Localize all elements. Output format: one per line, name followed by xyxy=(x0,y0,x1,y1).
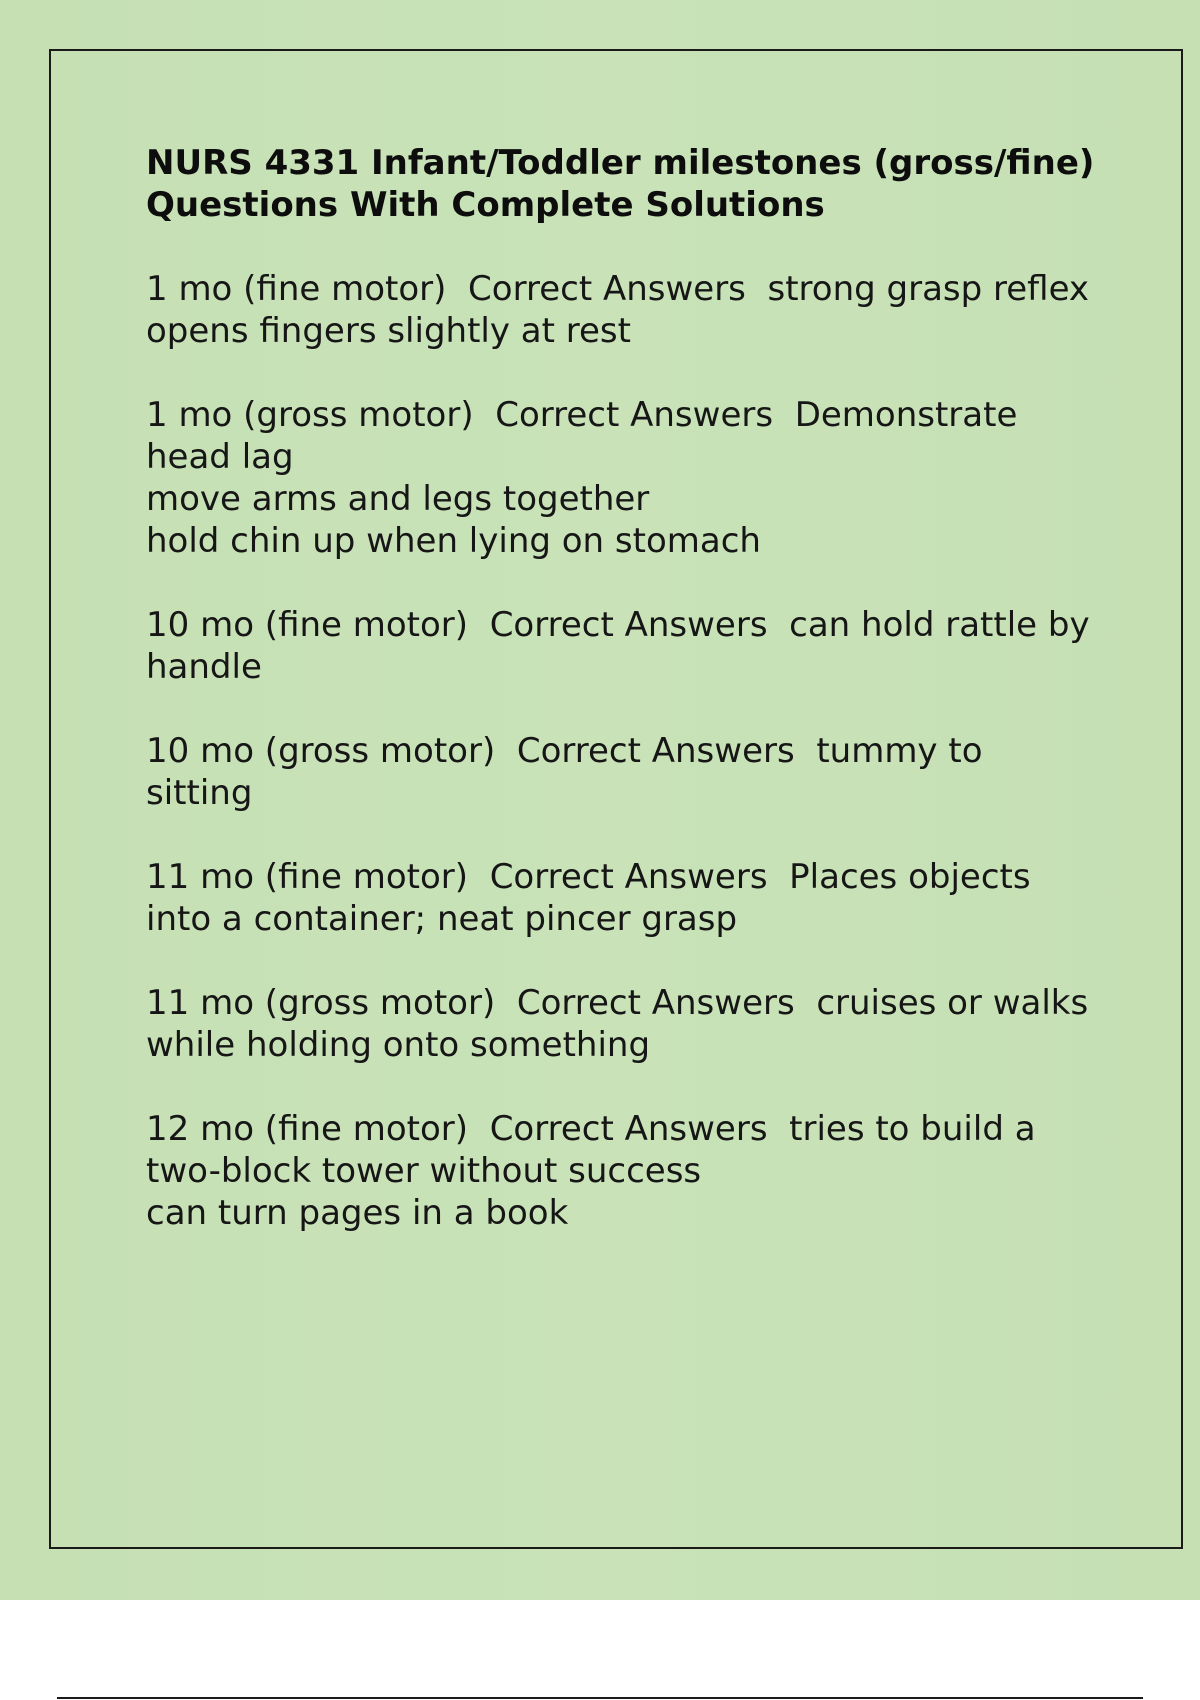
question-text: 11 mo (gross motor) xyxy=(146,983,496,1023)
correct-answers-label: Correct Answers xyxy=(489,857,768,897)
qa-first-line xyxy=(146,268,1096,310)
question-text: 10 mo (fine motor) xyxy=(146,605,469,645)
answer-text: tries to build a two-block tower without success xyxy=(146,1109,1036,1191)
answer-text: can hold rattle by handle xyxy=(146,605,1090,687)
qa-item xyxy=(146,982,1096,1066)
answer-text: opens fingers slightly at rest xyxy=(146,311,631,351)
correct-answers-label: Correct Answers xyxy=(489,605,768,645)
qa-list xyxy=(146,268,1096,1234)
answer-text: strong grasp reflex xyxy=(767,269,1090,309)
qa-first-line xyxy=(146,1108,1096,1192)
qa-first-line xyxy=(146,856,1096,940)
answer-text: Places objects into a container; neat pincer grasp xyxy=(146,857,1031,939)
correct-answers-label: Correct Answers xyxy=(516,731,795,771)
qa-item xyxy=(146,394,1096,562)
correct-answers-label: Correct Answers xyxy=(516,983,795,1023)
document-content xyxy=(146,142,1096,1276)
footer-rule xyxy=(57,1697,1143,1699)
correct-answers-label: Correct Answers xyxy=(468,269,746,309)
correct-answers-label: Correct Answers xyxy=(489,1109,768,1149)
qa-first-line xyxy=(146,394,1096,478)
qa-item xyxy=(146,1108,1096,1234)
answer-text: Demonstrate head lag xyxy=(146,395,1018,477)
question-text: 11 mo (fine motor) xyxy=(146,857,469,897)
question-text: 1 mo (gross motor) xyxy=(146,395,474,435)
document-title: NURS 4331 Infant/Toddler milestones (gross/fine) Questions With Complete Solutions xyxy=(146,143,1095,225)
answer-text: can turn pages in a book xyxy=(146,1193,569,1233)
answer-text: tummy to sitting xyxy=(146,731,983,813)
qa-first-line xyxy=(146,730,1096,814)
qa-item xyxy=(146,268,1096,352)
question-text: 10 mo (gross motor) xyxy=(146,731,496,771)
qa-first-line xyxy=(146,982,1096,1066)
correct-answers-label: Correct Answers xyxy=(495,395,774,435)
question-text: 1 mo (fine motor) xyxy=(146,269,447,309)
answer-text: hold chin up when lying on stomach xyxy=(146,521,761,561)
qa-item xyxy=(146,856,1096,940)
qa-item xyxy=(146,604,1096,688)
question-text: 12 mo (fine motor) xyxy=(146,1109,469,1149)
qa-item xyxy=(146,730,1096,814)
answer-text: cruises or walks while holding onto something xyxy=(146,983,1089,1065)
qa-first-line xyxy=(146,604,1096,688)
answer-text: move arms and legs together xyxy=(146,479,650,519)
